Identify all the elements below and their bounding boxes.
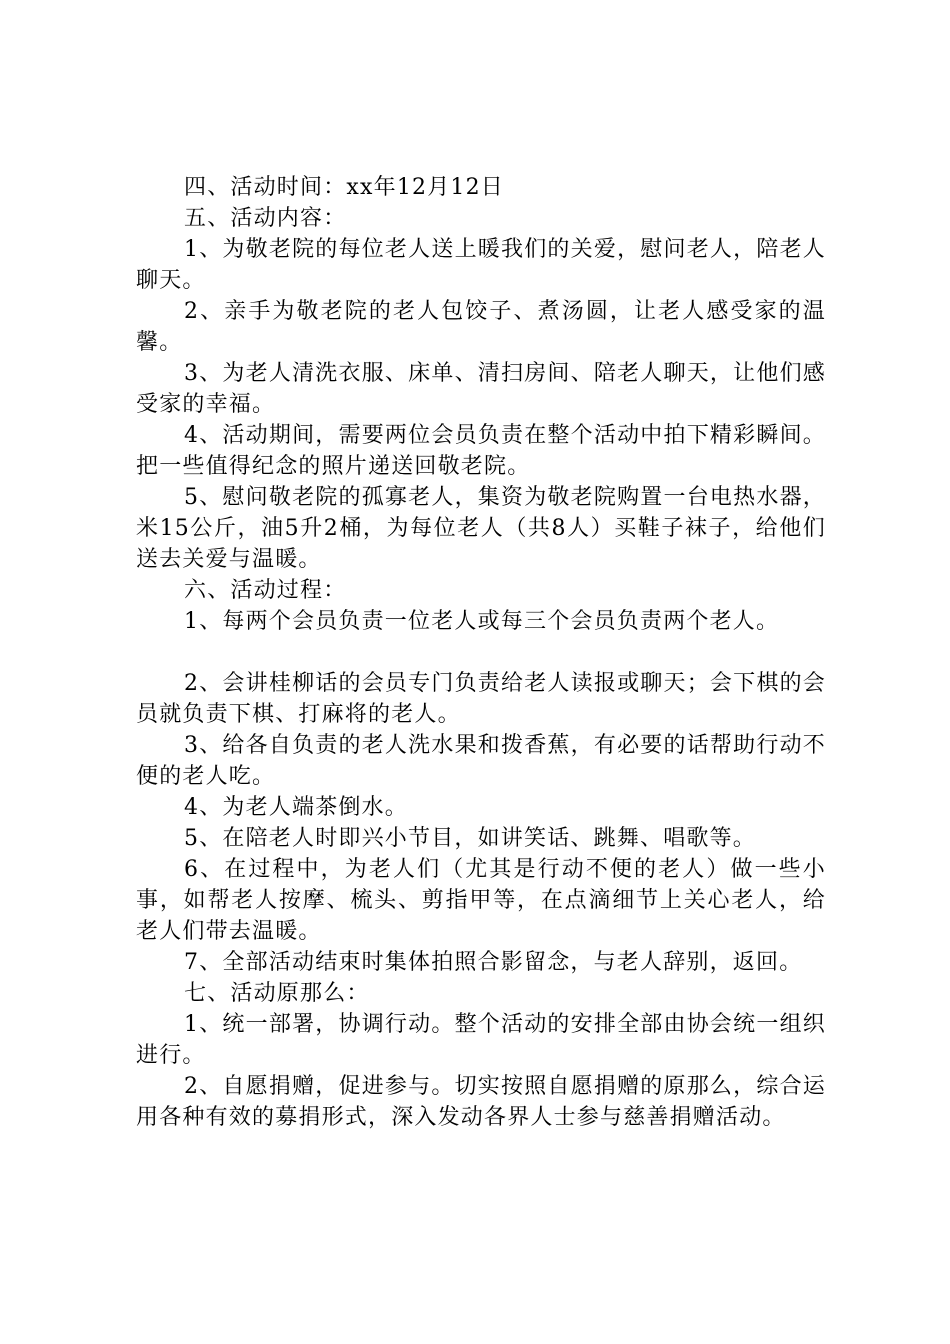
blank-line xyxy=(136,637,826,668)
process-item-6: 6、在过程中，为老人们（尤其是行动不便的老人）做一些小事，如帮老人按摩、梳头、剪指甲等，在点滴细节上关心老人，给老人们带去温暖。 xyxy=(136,857,826,944)
content-item-2: 2、亲手为敬老院的老人包饺子、煮汤圆，让老人感受家的温馨。 xyxy=(136,299,826,355)
content-item-3: 3、为老人清洗衣服、床单、清扫房间、陪老人聊天，让他们感受家的幸福。 xyxy=(136,361,826,417)
process-item-5: 5、在陪老人时即兴小节目，如讲笑话、跳舞、唱歌等。 xyxy=(184,826,756,851)
section-heading-activity-principles: 七、活动原那么： xyxy=(184,981,370,1006)
content-item-1: 1、为敬老院的每位老人送上暖我们的关爱，慰问老人，陪老人聊天。 xyxy=(136,237,826,293)
process-item-4: 4、为老人端茶倒水。 xyxy=(184,795,408,820)
document-body xyxy=(136,172,826,1133)
process-item-7: 7、全部活动结束时集体拍照合影留念，与老人辞别，返回。 xyxy=(184,950,803,975)
content-item-5: 5、慰问敬老院的孤寡老人，集资为敬老院购置一台电热水器，米15公斤，油5升2桶，为每位老人（共8人）买鞋子袜子，给他们送去关爱与温暖。 xyxy=(136,485,826,572)
section-heading-activity-time: 四、活动时间：xx年12月12日 xyxy=(184,175,505,200)
principle-item-2: 2、自愿捐赠，促进参与。切实按照自愿捐赠的原那么，综合运用各种有效的募捐形式，深入发动各界人士参与慈善捐赠活动。 xyxy=(136,1074,826,1130)
section-heading-activity-content: 五、活动内容： xyxy=(184,206,347,231)
process-item-3: 3、给各自负责的老人洗水果和拨香蕉，有必要的话帮助行动不便的老人吃。 xyxy=(136,733,826,789)
process-item-1: 1、每两个会员负责一位老人或每三个会员负责两个老人。 xyxy=(184,609,780,634)
process-item-2: 2、会讲桂柳话的会员专门负责给老人读报或聊天；会下棋的会员就负责下棋、打麻将的老人。 xyxy=(136,671,826,727)
content-item-4: 4、活动期间，需要两位会员负责在整个活动中拍下精彩瞬间。把一些值得纪念的照片递送回敬老院。 xyxy=(136,423,826,479)
section-heading-activity-process: 六、活动过程： xyxy=(184,578,347,603)
principle-item-1: 1、统一部署，协调行动。整个活动的安排全部由协会统一组织进行。 xyxy=(136,1012,826,1068)
